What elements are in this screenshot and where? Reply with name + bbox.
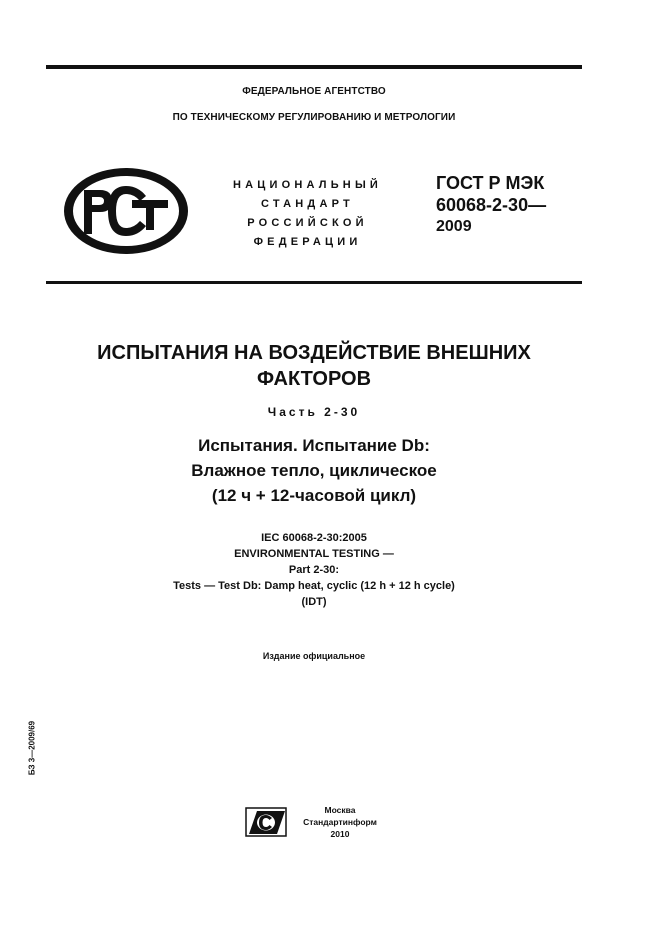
standard-designation (436, 172, 546, 238)
subtitle-line-1: Испытания. Испытание Db: (198, 436, 430, 455)
national-standard-line-2: СТАНДАРТ (261, 198, 354, 210)
iec-line-2: ENVIRONMENTAL TESTING — (234, 548, 394, 560)
publisher-block (300, 804, 380, 840)
iec-line-1: IEC 60068-2-30:2005 (261, 532, 367, 544)
edition-label: Издание официальное (262, 651, 366, 661)
main-title-line-1: ИСПЫТАНИЯ НА ВОЗДЕЙСТВИЕ ВНЕШНИХ (97, 342, 531, 364)
publisher-name: Стандартинформ (303, 817, 377, 827)
part-label: Часть 2-30 (267, 405, 361, 419)
agency-line-1: ФЕДЕРАЛЬНОЕ АГЕНТСТВО (242, 86, 386, 97)
top-rule (46, 65, 582, 69)
national-standard-block (210, 176, 405, 252)
designation-line-2: 60068-2-30— (436, 195, 547, 215)
standartinform-logo-icon (245, 807, 287, 837)
middle-rule (46, 281, 582, 284)
side-code: БЗ 3—2009/69 (27, 720, 37, 776)
main-title-line-2: ФАКТОРОВ (256, 368, 372, 390)
publisher-year: 2010 (330, 829, 350, 839)
iec-reference (46, 530, 582, 610)
designation-line-1: ГОСТ Р МЭК (436, 173, 545, 193)
iec-line-5: (IDT) (301, 596, 327, 608)
designation-line-3: 2009 (436, 218, 472, 235)
subtitle (46, 433, 582, 508)
national-standard-line-1: НАЦИОНАЛЬНЫЙ (232, 179, 383, 191)
national-standard-line-3: РОССИЙСКОЙ (247, 217, 368, 229)
agency-line-2: ПО ТЕХНИЧЕСКОМУ РЕГУЛИРОВАНИЮ И МЕТРОЛОГИИ (172, 112, 456, 123)
rst-logo-icon (62, 166, 190, 256)
subtitle-line-3: (12 ч + 12-часовой цикл) (211, 486, 417, 505)
publisher-city: Москва (324, 805, 356, 815)
national-standard-line-4: ФЕДЕРАЦИИ (253, 236, 362, 248)
iec-line-3: Part 2-30: (288, 564, 340, 576)
main-title (46, 340, 582, 392)
iec-line-4: Tests — Test Db: Damp heat, cyclic (12 h + 12 h cycle) (173, 580, 455, 592)
subtitle-line-2: Влажное тепло, циклическое (191, 461, 437, 480)
